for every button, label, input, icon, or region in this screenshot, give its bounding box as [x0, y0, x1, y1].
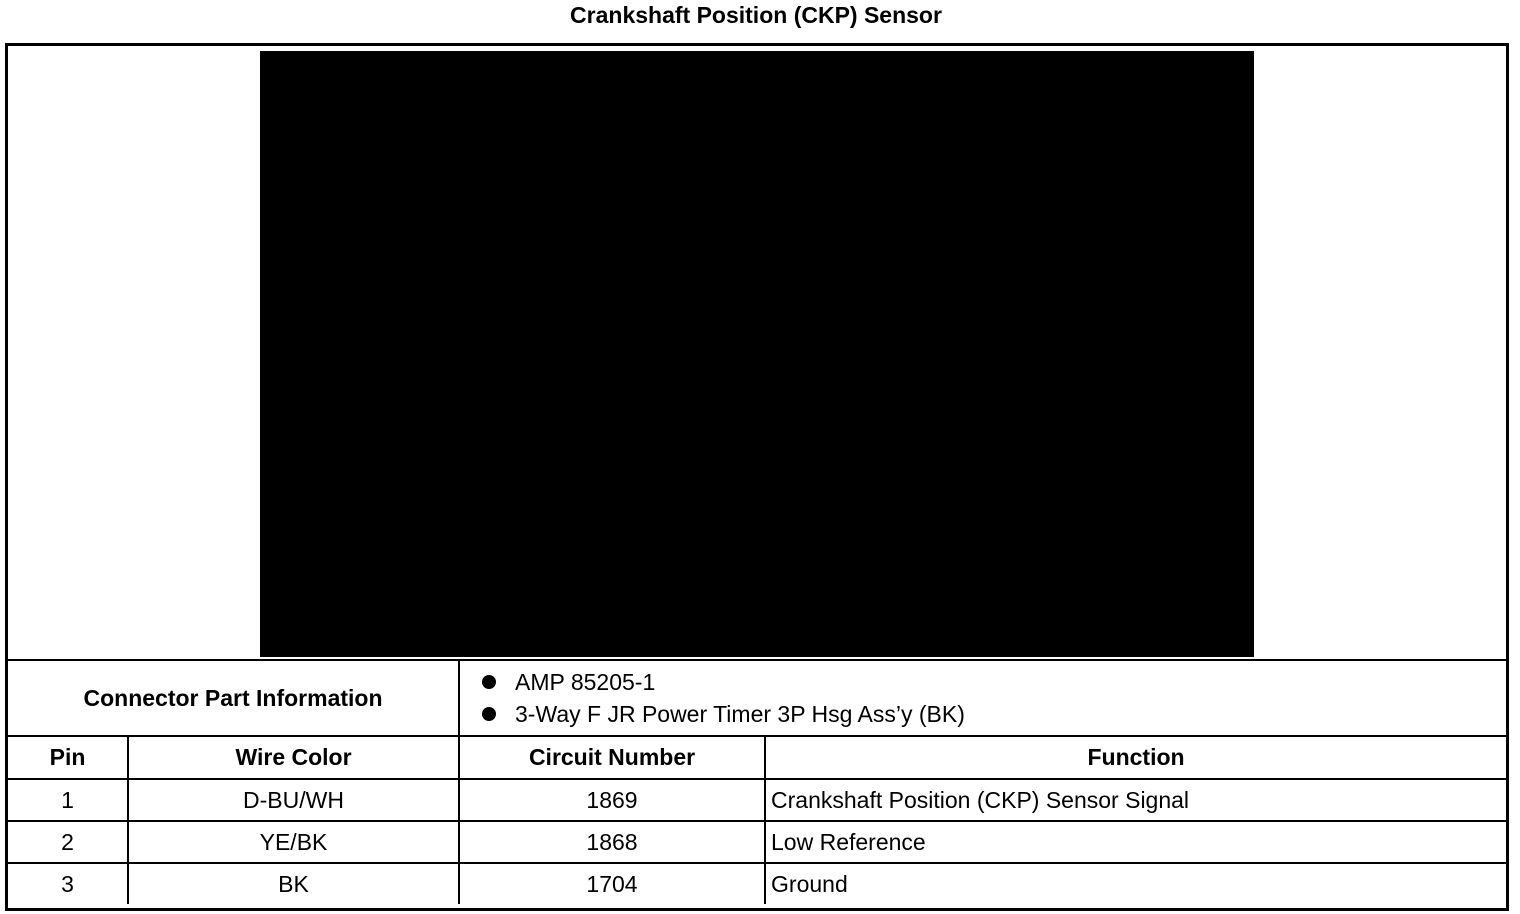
- header-wire-color: Wire Color: [128, 736, 459, 779]
- connector-part-list: [460, 662, 1506, 734]
- part-description: 3-Way F JR Power Timer 3P Hsg Ass’y (BK): [515, 701, 965, 727]
- connector-image-area: [8, 46, 1506, 661]
- bullet-icon: [482, 707, 496, 721]
- pin-cell: 2: [8, 821, 128, 863]
- connector-part-info-row: [8, 661, 1506, 736]
- pin-cell: 3: [8, 863, 128, 904]
- list-item: [482, 666, 1506, 698]
- circuit-number-cell: 1868: [459, 821, 765, 863]
- connector-part-info-label: Connector Part Information: [8, 661, 459, 736]
- header-pin: Pin: [8, 736, 128, 779]
- wire-color-cell: BK: [128, 863, 459, 904]
- wire-color-cell: YE/BK: [128, 821, 459, 863]
- function-cell: Low Reference: [765, 821, 1506, 863]
- circuit-number-cell: 1704: [459, 863, 765, 904]
- function-cell: Crankshaft Position (CKP) Sensor Signal: [765, 779, 1506, 821]
- table-header-row: [8, 736, 1506, 779]
- pinout-table: [8, 661, 1506, 904]
- connector-info-frame: [5, 43, 1509, 911]
- part-number: AMP 85205-1: [515, 669, 656, 695]
- header-function: Function: [765, 736, 1506, 779]
- wire-color-cell: D-BU/WH: [128, 779, 459, 821]
- function-cell: Ground: [765, 863, 1506, 904]
- pin-cell: 1: [8, 779, 128, 821]
- header-circuit-number: Circuit Number: [459, 736, 765, 779]
- table-row: [8, 821, 1506, 863]
- circuit-number-cell: 1869: [459, 779, 765, 821]
- bullet-icon: [482, 675, 496, 689]
- connector-part-info-values: [459, 661, 1506, 736]
- page-title: Crankshaft Position (CKP) Sensor: [570, 2, 942, 28]
- table-row: [8, 779, 1506, 821]
- table-row: [8, 863, 1506, 904]
- connector-image: [260, 51, 1254, 657]
- list-item: [482, 698, 1506, 730]
